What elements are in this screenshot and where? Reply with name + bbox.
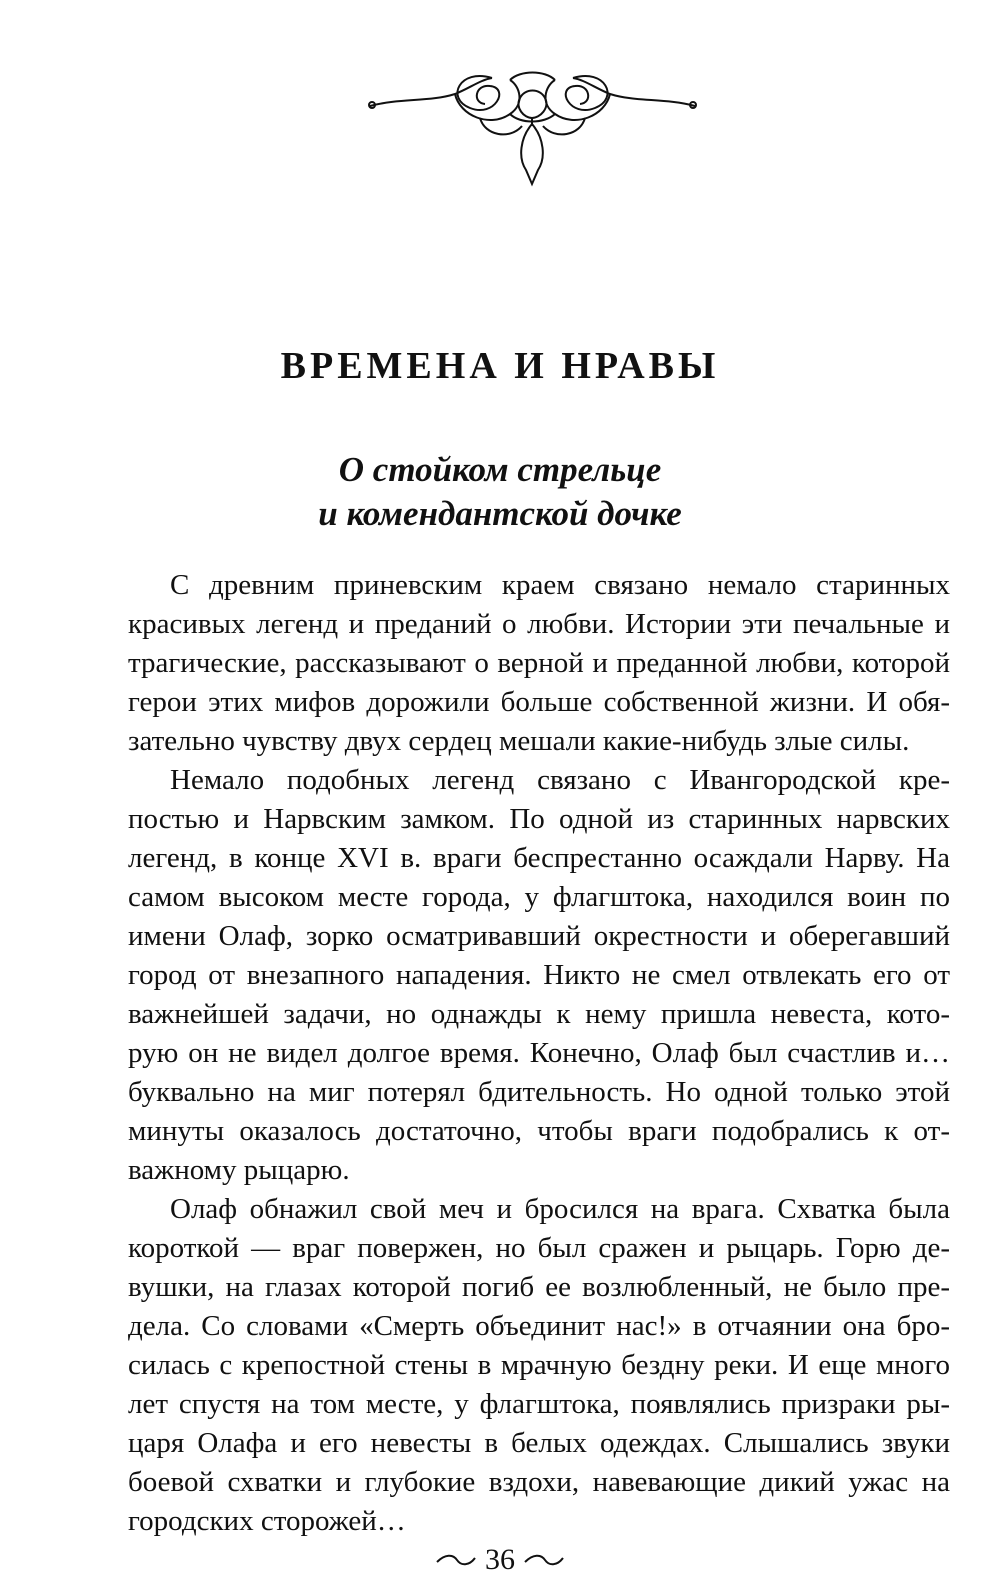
text-line: важному рыцарю. bbox=[128, 1154, 350, 1186]
text-line: красивых легенд и преданий о любви. Истории эти печальные и bbox=[128, 608, 950, 640]
section-title bbox=[0, 448, 1000, 536]
tilde-swash-icon bbox=[523, 1552, 565, 1568]
text-line: вушки, на глазах которой погиб ее возлюбленный, не было пре- bbox=[128, 1271, 950, 1303]
text-line: самом высоком месте города, у флагштока, находился воин по bbox=[128, 881, 950, 913]
text-line: трагические, рассказывают о верной и преданной любви, которой bbox=[128, 647, 950, 679]
text-line: легенд, в конце XVI в. враги беспрестанно осаждали Нарву. На bbox=[128, 842, 950, 874]
decorative-flourish-icon bbox=[360, 58, 705, 188]
text-line: герои этих мифов дорожили больше собственной жизни. И обя- bbox=[128, 686, 950, 718]
text-line: лет спустя на том месте, у флагштока, появлялись призраки ры- bbox=[128, 1388, 950, 1420]
text-line: буквально на миг потерял бдительность. Но одной только этой bbox=[128, 1076, 950, 1108]
text-line: боевой схватки и глубокие вздохи, навевающие дикий ужас на bbox=[128, 1466, 950, 1498]
text-line: дела. Со словами «Смерть объединит нас!» в отчаянии она бро- bbox=[128, 1310, 950, 1342]
text-line: постью и Нарвским замком. По одной из старинных нарвских bbox=[128, 803, 950, 835]
text-line: имени Олаф, зорко осматривавший окрестности и оберегавший bbox=[128, 920, 950, 952]
text-line: Немало подобных легенд связано с Ивангородской кре- bbox=[170, 764, 950, 796]
text-line: С древним приневским краем связано немало старинных bbox=[170, 569, 950, 601]
text-line: царя Олафа и его невесты в белых одеждах. Слышались звуки bbox=[128, 1427, 950, 1459]
page-footer bbox=[0, 1540, 1000, 1580]
section-title-line-2: и комендантской дочке bbox=[318, 494, 682, 533]
text-line: городских сторожей… bbox=[128, 1505, 406, 1537]
text-line: рую он не видел долгое время. Конечно, Олаф был счастлив и… bbox=[128, 1037, 950, 1069]
text-line: Олаф обнажил свой меч и бросился на врага. Схватка была bbox=[170, 1193, 950, 1225]
text-line: минуты оказалось достаточно, чтобы враги подобрались к от- bbox=[128, 1115, 950, 1147]
chapter-title: ВРЕМЕНА И НРАВЫ bbox=[280, 345, 720, 387]
page-number: 36 bbox=[485, 1543, 515, 1576]
body-text bbox=[128, 566, 950, 1541]
text-line: силась с крепостной стены в мрачную бездну реки. И еще много bbox=[128, 1349, 950, 1381]
text-line: город от внезапного нападения. Никто не смел отвлекать его от bbox=[128, 959, 950, 991]
section-title-line-1: О стойком стрельце bbox=[338, 450, 662, 489]
tilde-swash-icon bbox=[435, 1552, 477, 1568]
text-line: зательно чувству двух сердец мешали какие-нибудь злые силы. bbox=[128, 725, 910, 757]
text-line: важнейшей задачи, но однажды к нему пришла невеста, кото- bbox=[128, 998, 950, 1030]
text-line: короткой — враг повержен, но был сражен и рыцарь. Горю де- bbox=[128, 1232, 950, 1264]
